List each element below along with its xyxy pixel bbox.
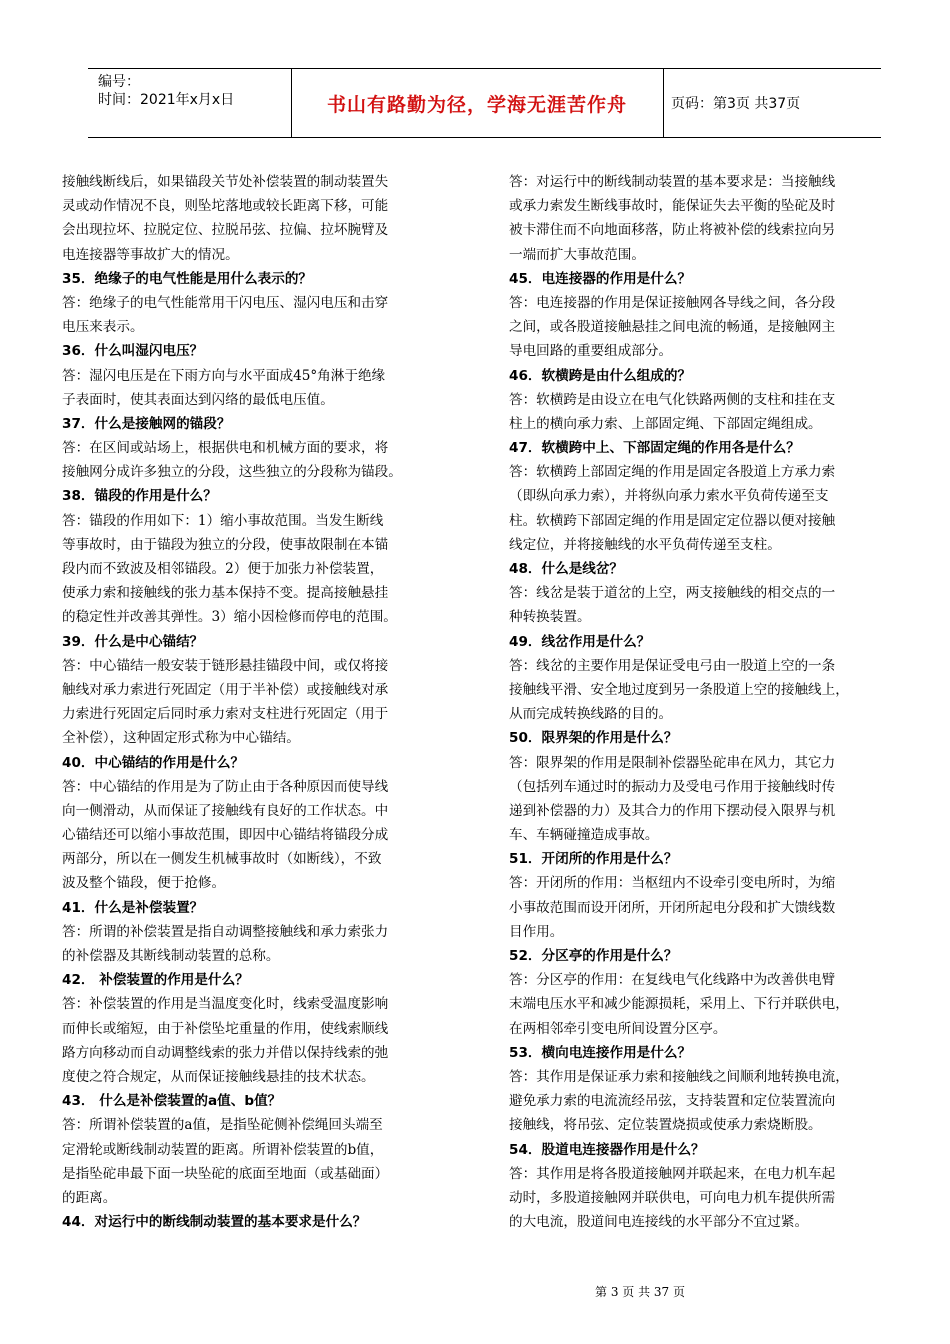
answer-line: 度使之符合规定，从而保证接触线悬挂的技术状态。	[62, 1068, 375, 1085]
answer-line: 波及整个锚段，便于抢修。	[62, 875, 226, 892]
answer-line: 答：所谓补偿装置的a值，是指坠砣侧补偿绳回头端至	[62, 1117, 383, 1134]
right-column	[509, 170, 925, 1234]
answer-line: 全补偿），这种固定形式称为中心锚结。	[62, 730, 300, 747]
answer-line: 答：软横跨上部固定绳的作用是固定各股道上方承力索	[509, 464, 836, 481]
answer-line: 答：湿闪电压是在下雨方向与水平面成45°角淋于绝缘	[62, 367, 386, 384]
answer-line: 答：其作用是保证承力索和接触线之间顺利地转换电流，	[509, 1068, 849, 1085]
question-line: 48．什么是线岔？	[509, 561, 624, 577]
answer-line: 柱上的横向承力索、上部固定绳、下部固定绳组成。	[509, 415, 822, 432]
answer-line: 段内而不致波及相邻锚段。2）便于加张力补偿装置，	[62, 561, 384, 577]
motto: 书山有路勤为径，学海无涯苦作舟	[326, 93, 627, 116]
answer-line: 答：电连接器的作用是保证接触网各导线之间，各分段	[509, 294, 836, 311]
answer-line: 电连接器等事故扩大的情况。	[62, 246, 239, 263]
question-line: 52．分区亭的作用是什么？	[509, 948, 678, 964]
answer-line: 两部分，所以在一侧发生机械事故时（如断线），不致	[62, 851, 382, 868]
answer-line: 车、车辆碰撞造成事故。	[509, 827, 659, 844]
header-page-cell	[663, 69, 881, 137]
question-line: 40．中心锚结的作用是什么？	[62, 754, 245, 771]
question-line: 51．开闭所的作用是什么？	[509, 851, 678, 868]
answer-line: 递到补偿器的力）及其合力的作用下摆动侵入限界与机	[509, 802, 836, 819]
answer-line: 定滑轮或断线制动装置的距离。所谓补偿装置的b值，	[62, 1141, 384, 1158]
number-label: 编号：	[98, 74, 140, 90]
answer-line: 心锚结还可以缩小事故范围，即因中心锚结将锚段分成	[62, 827, 389, 844]
question-line: 53．横向电连接作用是什么？	[509, 1044, 692, 1061]
answer-line: 答：补偿装置的作用是当温度变化时，线索受温度影响	[62, 996, 389, 1013]
answer-line: 的稳定性并改善其弹性。3）缩小因检修而停电的范围。	[62, 609, 397, 626]
answer-line: 避免承力索的电流流经吊弦，支持装置和定位装置流向	[509, 1093, 836, 1110]
question-line: 37．什么是接触网的锚段？	[62, 415, 231, 432]
answer-line: 答：所谓的补偿装置是指自动调整接触线和承力索张力	[62, 923, 389, 940]
answer-line: 接触线平滑、安全地过度到另一条股道上空的接触线上，	[509, 681, 849, 698]
answer-line: 答：绝缘子的电气性能常用干闪电压、湿闪电压和击穿	[62, 294, 389, 311]
question-line: 39．什么是中心锚结？	[62, 633, 204, 650]
answer-line: 目作用。	[509, 923, 564, 940]
answer-line: 导电回路的重要组成部分。	[509, 343, 673, 360]
date-label: 时间：2021年x月x日	[98, 92, 235, 108]
answer-line: 一端而扩大事故范围。	[509, 246, 645, 263]
answer-line: 接触线，将吊弦、定位装置烧损或使承力索烧断股。	[509, 1117, 822, 1134]
question-line: 54．股道电连接器作用是什么？	[509, 1141, 705, 1158]
answer-line: 种转换装置。	[509, 609, 591, 626]
answer-line: 之间，或各股道接触悬挂之间电流的畅通，是接触网主	[509, 319, 836, 336]
answer-line: 的补偿器及其断线制动装置的总称。	[62, 948, 280, 964]
answer-line: 柱。软横跨下部固定绳的作用是固定定位器以便对接触	[509, 512, 836, 529]
answer-line: 子表面时，使其表面达到闪络的最低电压值。	[62, 391, 334, 408]
answer-line: 力索进行死固定后同时承力索对支柱进行死固定（用于	[62, 706, 389, 723]
answer-line: 向一侧滑动，从而保证了接触线有良好的工作状态。中	[62, 802, 389, 819]
answer-line: 或承力索发生断线事故时，能保证失去平衡的坠砣及时	[509, 198, 836, 215]
answer-line: 小事故范围而设开闭所，开闭所起电分段和扩大馈线数	[509, 899, 836, 916]
question-line: 36．什么叫湿闪电压？	[62, 343, 204, 360]
answer-line: 答：线岔的主要作用是保证受电弓由一股道上空的一条	[509, 657, 836, 674]
answer-line: 接触线断线后，如果锚段关节处补偿装置的制动装置失	[62, 174, 389, 190]
answer-line: 的大电流，股道间电连接线的水平部分不宜过紧。	[509, 1214, 809, 1231]
answer-line: 答：锚段的作用如下：1）缩小事故范围。当发生断线	[62, 512, 384, 529]
question-line: 35．绝缘子的电气性能是用什么表示的？	[62, 270, 313, 287]
header-motto-cell	[291, 69, 664, 137]
answer-line: （即纵向承力索），并将纵向承力索水平负荷传递至支	[509, 488, 829, 505]
answer-line: 触线对承力索进行死固定（用于半补偿）或接触线对承	[62, 681, 389, 698]
question-line: 44．对运行中的断线制动装置的基本要求是什么？	[62, 1214, 367, 1231]
question-line: 50．限界架的作用是什么？	[509, 730, 678, 747]
answer-line: 使承力索和接触线的张力基本保持不变。提高接触悬挂	[62, 585, 389, 602]
answer-line: 末端电压水平和减少能源损耗，采用上、下行并联供电，	[509, 996, 849, 1013]
answer-line: （包括列车通过时的振动力及受电弓作用于接触线时传	[509, 778, 836, 795]
answer-line: 答：线岔是装于道岔的上空，两支接触线的相交点的一	[509, 585, 836, 602]
answer-line: 动时，多股道接触网并联供电，可向电力机车提供所需	[509, 1189, 836, 1206]
answer-line: 等事故时，由于锚段为独立的分段，使事故限制在本锚	[62, 536, 389, 553]
question-line: 47．软横跨中上、下部固定绳的作用各是什么？	[509, 440, 800, 457]
question-line: 41．什么是补偿装置？	[62, 899, 204, 916]
page-header	[88, 68, 881, 138]
header-info	[88, 69, 292, 137]
answer-line: 是指坠砣串最下面一块坠砣的底面至地面（或基础面）	[62, 1165, 389, 1182]
answer-line: 路方向移动而自动调整线索的张力并借以保持线索的弛	[62, 1044, 389, 1061]
question-line: 49．线岔作用是什么？	[509, 633, 651, 650]
question-line: 43． 什么是补偿装置的a值、b值？	[62, 1093, 282, 1110]
question-line: 46．软横跨是由什么组成的？	[509, 367, 692, 384]
answer-line: 答：在区间或站场上，根据供电和机械方面的要求，将	[62, 440, 389, 457]
answer-line: 答：限界架的作用是限制补偿器坠砣串在风力，其它力	[509, 754, 836, 771]
answer-line: 答：对运行中的断线制动装置的基本要求是：当接触线	[509, 174, 836, 190]
answer-line: 电压来表示。	[62, 319, 144, 336]
answer-line: 答：软横跨是由设立在电气化铁路两侧的支柱和挂在支	[509, 391, 836, 408]
answer-line: 会出现拉坏、拉脱定位、拉脱吊弦、拉偏、拉坏腕臂及	[62, 222, 389, 239]
answer-line: 答：中心锚结一般安装于链形悬挂锚段中间，或仅将接	[62, 657, 389, 674]
answer-line: 接触网分成许多独立的分段，这些独立的分段称为锚段。	[62, 464, 402, 481]
answer-line: 被卡滞住而不向地面移落，防止将被补偿的线索拉向另	[509, 222, 836, 239]
answer-line: 答：中心锚结的作用是为了防止由于各种原因而使导线	[62, 778, 389, 795]
answer-line: 线定位，并将接触线的水平负荷传递至支柱。	[509, 536, 781, 553]
answer-line: 的距离。	[62, 1189, 117, 1206]
answer-line: 从而完成转换线路的目的。	[509, 706, 673, 723]
question-line: 45．电连接器的作用是什么？	[509, 270, 692, 287]
answer-line: 灵或动作情况不良，则坠坨落地或较长距离下移，可能	[62, 198, 389, 215]
answer-line: 答：分区亭的作用：在复线电气化线路中为改善供电臂	[509, 972, 836, 989]
answer-line: 答：开闭所的作用：当枢纽内不设牵引变电所时，为缩	[509, 875, 836, 892]
left-column	[62, 170, 478, 1234]
page-footer: 第 3 页 共 37 页	[595, 1285, 685, 1299]
question-line: 42． 补偿装置的作用是什么？	[62, 972, 249, 989]
answer-line: 而伸长或缩短，由于补偿坠坨重量的作用，使线索顺线	[62, 1020, 389, 1037]
question-line: 38．锚段的作用是什么？	[62, 488, 217, 505]
answer-line: 在两相邻牵引变电所间设置分区亭。	[509, 1020, 727, 1037]
page-code: 页码：第3页 共37页	[671, 96, 801, 112]
answer-line: 答：其作用是将各股道接触网并联起来，在电力机车起	[509, 1165, 836, 1182]
